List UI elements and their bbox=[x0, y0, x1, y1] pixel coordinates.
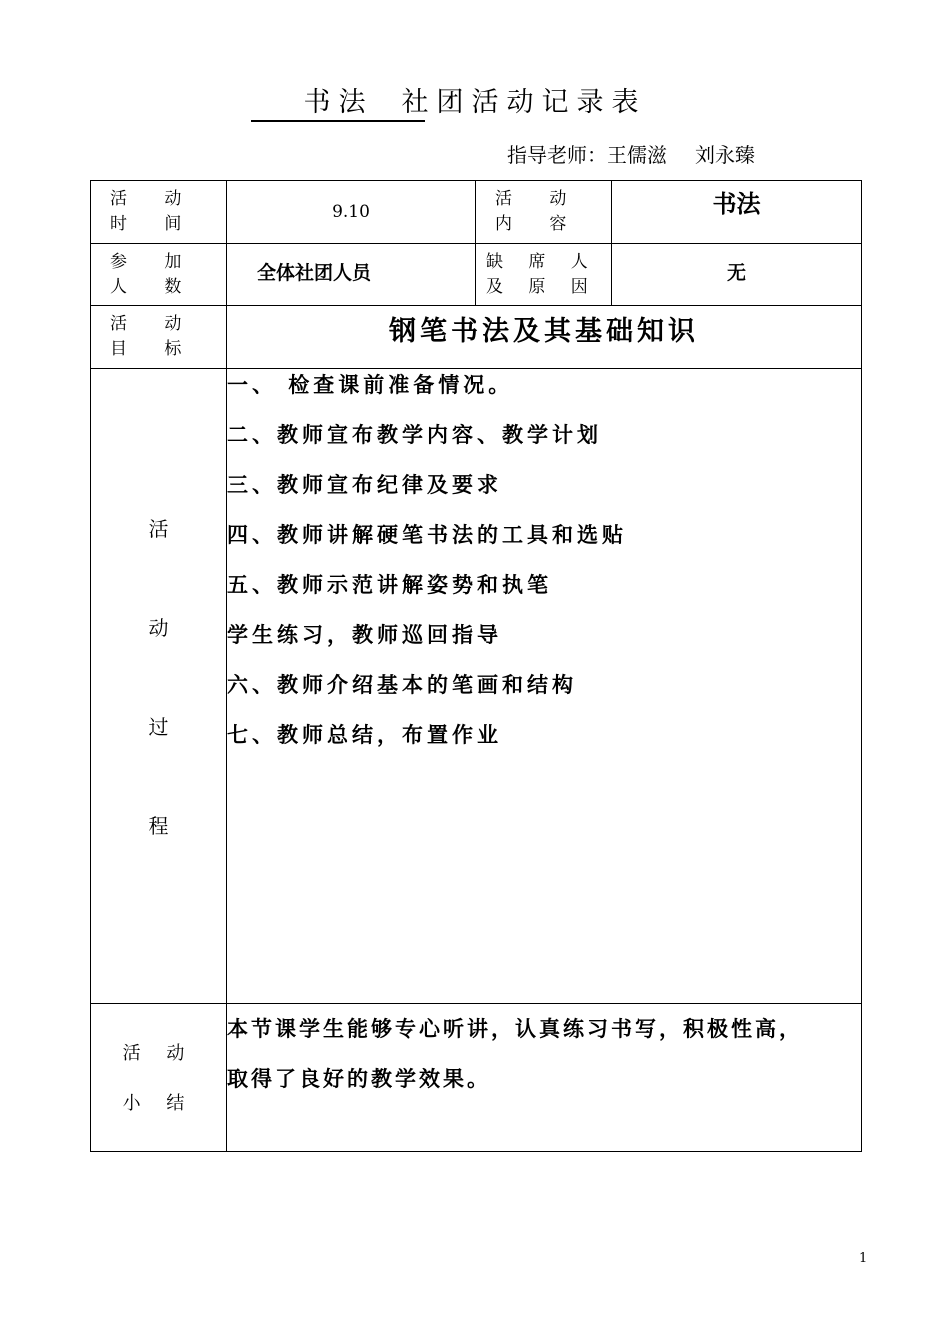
advisor-2: 刘永臻 bbox=[695, 143, 755, 167]
page-title bbox=[0, 80, 950, 119]
process-step: 五、教师示范讲解姿势和执笔 bbox=[227, 573, 552, 597]
activity-time: 9.10 bbox=[227, 181, 476, 244]
row-process bbox=[91, 369, 862, 1004]
activity-content-label: 活 动 内 容 bbox=[476, 181, 612, 244]
activity-summary: 本节课学生能够专心听讲，认真练习书写，积极性高， 取得了良好的教学效果。 bbox=[227, 1004, 862, 1152]
row-summary bbox=[91, 1004, 862, 1152]
process-step: 六、教师介绍基本的笔画和结构 bbox=[227, 673, 577, 697]
club-name: 书法 bbox=[303, 87, 374, 118]
advisor-line bbox=[507, 139, 755, 168]
row-goal bbox=[91, 306, 862, 369]
activity-content: 书法 bbox=[612, 181, 862, 244]
absent: 无 bbox=[612, 244, 862, 306]
activity-goal: 钢笔书法及其基础知识 bbox=[227, 306, 862, 369]
process-step: 三、教师宣布纪律及要求 bbox=[227, 473, 502, 497]
page-number: 1 bbox=[859, 1251, 868, 1266]
advisor-1: 王儒滋 bbox=[607, 143, 667, 167]
process-steps bbox=[227, 369, 862, 1004]
process-step: 七、教师总结，布置作业 bbox=[227, 723, 502, 747]
activity-record-table bbox=[90, 180, 862, 1152]
activity-time-label: 活 动 时 间 bbox=[91, 181, 227, 244]
row-time-content bbox=[91, 181, 862, 244]
participants: 全体社团人员 bbox=[227, 244, 476, 306]
absent-label: 缺 席 人 及 原 因 bbox=[476, 244, 612, 306]
goal-label: 活 动 目 标 bbox=[91, 306, 227, 369]
process-step: 一、 检查课前准备情况。 bbox=[227, 373, 514, 397]
form-title: 社团活动记录表 bbox=[401, 87, 647, 118]
process-step: 学生练习，教师巡回指导 bbox=[227, 623, 502, 647]
row-participants-absent bbox=[91, 244, 862, 306]
process-step: 四、教师讲解硬笔书法的工具和选贴 bbox=[227, 523, 627, 547]
advisor-label: 指导老师： bbox=[507, 143, 607, 167]
club-name-underline bbox=[251, 120, 425, 122]
process-label: 活 动 过 程 bbox=[91, 369, 227, 1004]
participants-label: 参 加 人 数 bbox=[91, 244, 227, 306]
process-step: 二、教师宣布教学内容、教学计划 bbox=[227, 423, 602, 447]
summary-label: 活 动 小 结 bbox=[91, 1004, 227, 1152]
